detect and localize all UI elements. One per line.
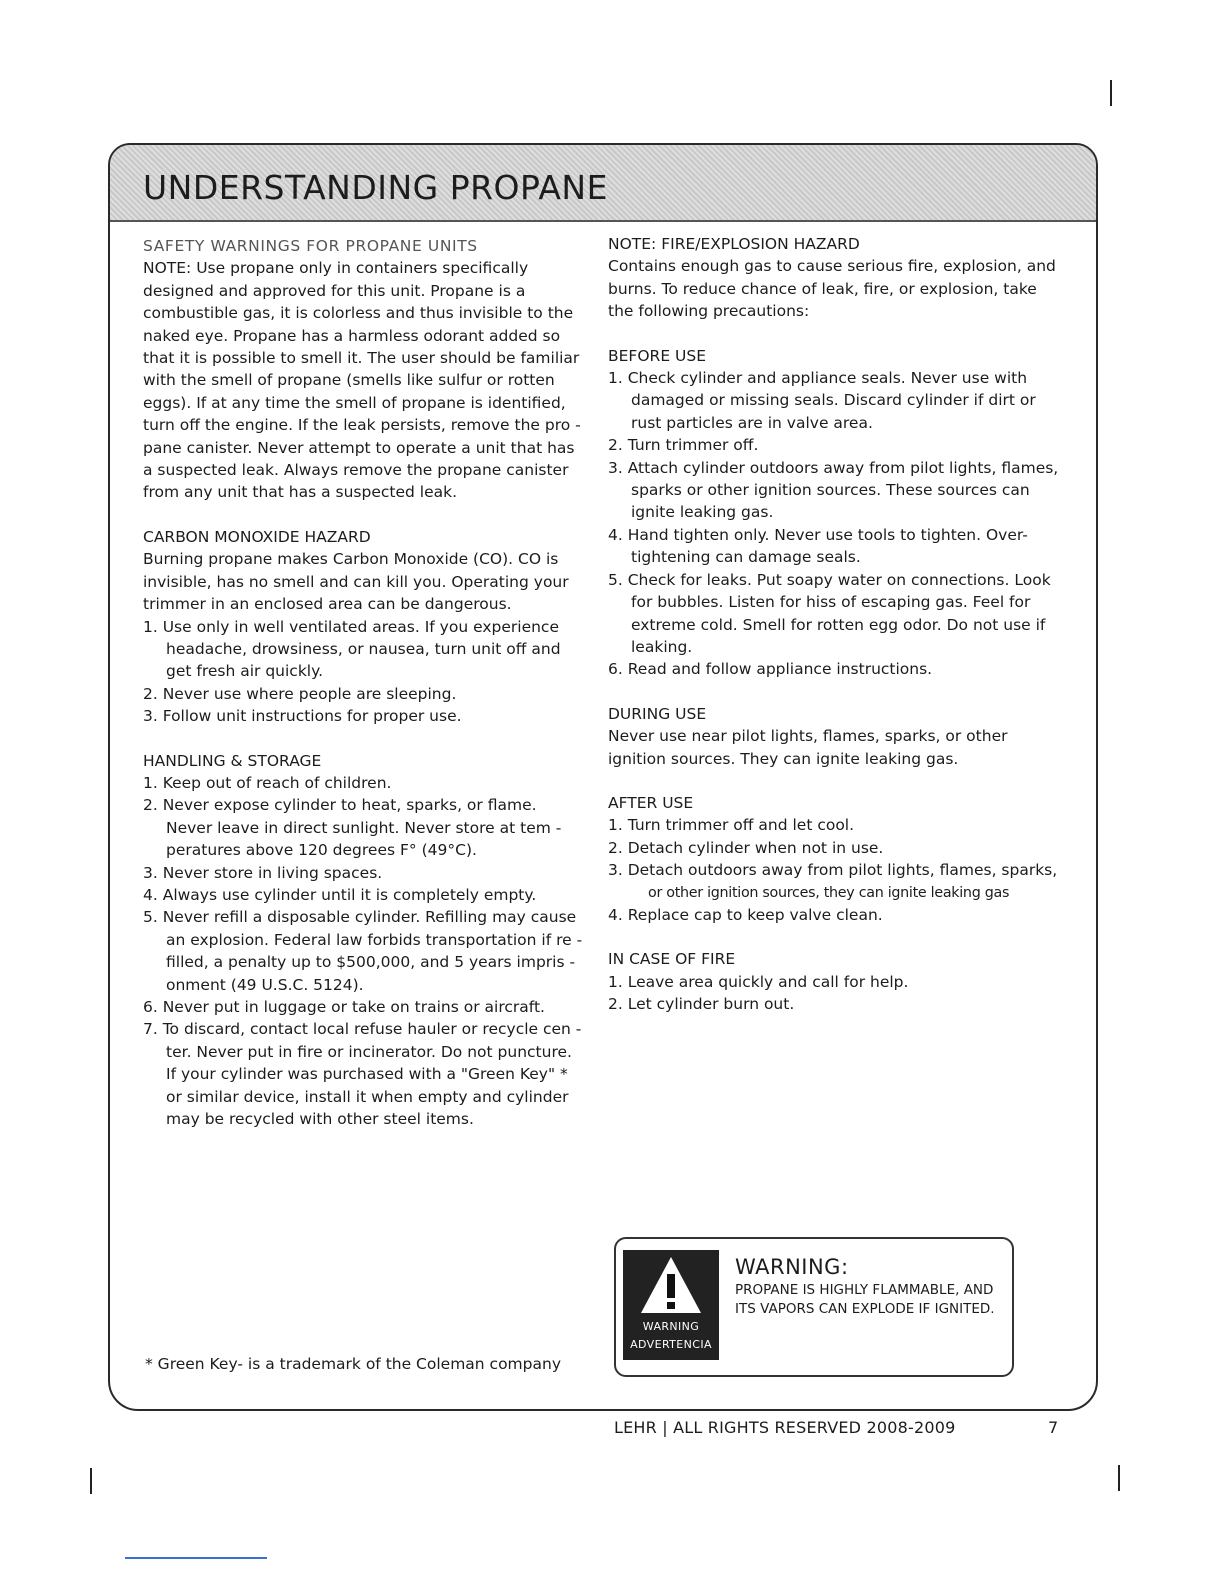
list-item: 5. Never refill a disposable cylinder. Refilling may cause an explosion. Federal law forbids transportation if re - filled, a penalty up to $500,000, and 5 years impris - onment (49 U.S.C. 5124).	[143, 908, 583, 994]
co-list	[143, 616, 583, 728]
warning-text: PROPANE IS HIGHLY FLAMMABLE, AND ITS VAPORS CAN EXPLODE IF IGNITED.	[735, 1282, 995, 1317]
page-number: 7	[1048, 1418, 1059, 1437]
list-item: 2. Turn trimmer off.	[608, 436, 759, 455]
list-item: 1. Use only in well ventilated areas. If you experience headache, drowsiness, or nausea, turn unit off and get fresh air quickly.	[143, 617, 561, 681]
during-use-title: DURING USE	[608, 704, 707, 723]
safety-title: SAFETY WARNINGS FOR PROPANE UNITS	[143, 237, 478, 255]
list-item: 2. Never use where people are sleeping.	[143, 684, 457, 703]
list-item: 3. Attach cylinder outdoors away from pilot lights, flames, sparks or other ignition sources. These sources can ignite leaking gas.	[608, 458, 1059, 522]
before-use-section	[608, 345, 1063, 681]
list-item: 1. Turn trimmer off and let cool.	[608, 816, 855, 835]
page-title: UNDERSTANDING PROPANE	[143, 168, 608, 207]
after-use-list	[608, 814, 1063, 926]
list-item: 3. Never store in living spaces.	[143, 863, 383, 882]
safety-section	[143, 235, 583, 504]
list-item: 4. Hand tighten only. Never use tools to tighten. Over- tightening can damage seals.	[608, 525, 1028, 567]
list-item: 1. Keep out of reach of children.	[143, 773, 392, 792]
co-section	[143, 526, 583, 728]
before-use-list	[608, 367, 1063, 681]
advertencia-icon-label: ADVERTENCIA	[630, 1338, 712, 1351]
after-use-title: AFTER USE	[608, 793, 694, 812]
safety-body: NOTE: Use propane only in containers specifically designed and approved for this unit. Propane is a combustible gas, it is colorless and thus invisible to the naked eye. Propane has a harmless odorant added so that it is possible to smell it. The user should be familiar with the smell of propane (smells like sulfur or rotten eggs). If at any time the smell of propane is identified, turn off the engine. If the leak persists, remove the pro - pane canister. Never attempt to operate a unit that has a suspected leak. Always remove the propane canister from any unit that has a suspected leak.	[143, 259, 581, 502]
fire-list	[608, 971, 1063, 1016]
fire-title: IN CASE OF FIRE	[608, 950, 736, 969]
list-item: 5. Check for leaks. Put soapy water on connections. Look for bubbles. Listen for hiss of escaping gas. Feel for extreme cold. Smell for rotten egg odor. Do not use if leaking.	[608, 570, 1051, 656]
after-use-section	[608, 792, 1063, 926]
list-item: 1. Check cylinder and appliance seals. Never use with damaged or missing seals. Discard cylinder if dirt or rust particles are in valve area.	[608, 369, 1036, 432]
list-item: 4. Replace cap to keep valve clean.	[608, 905, 883, 924]
note-title: NOTE: FIRE/EXPLOSION HAZARD	[608, 235, 860, 253]
warning-icon-label: WARNING	[642, 1320, 700, 1333]
link-underline	[125, 1557, 267, 1559]
list-item: 4. Always use cylinder until it is completely empty.	[143, 885, 537, 904]
left-column	[143, 235, 583, 1130]
footnote: * Green Key- is a trademark of the Coleman company	[145, 1355, 561, 1373]
footer-rights: LEHR | ALL RIGHTS RESERVED 2008-2009	[614, 1418, 956, 1437]
storage-title: HANDLING & STORAGE	[143, 751, 322, 770]
list-item: 3. Detach outdoors away from pilot lights, flames, sparks,	[608, 861, 1058, 880]
list-item: 2. Let cylinder burn out.	[608, 995, 795, 1014]
scan-mark	[1118, 1465, 1120, 1491]
right-column	[608, 233, 1063, 1016]
scan-mark	[1110, 80, 1112, 106]
before-use-title: BEFORE USE	[608, 346, 707, 365]
list-item: 3. Follow unit instructions for proper use.	[143, 707, 462, 726]
list-item: 1. Leave area quickly and call for help.	[608, 972, 909, 991]
list-item: 7. To discard, contact local refuse hauler or recycle cen - ter. Never put in fire or incinerator. Do not puncture. If your cylinder was purchased with a "Green Key" * or similar device, install it when empty and cylinder may be recycled with other steel items.	[143, 1020, 582, 1129]
during-use-section	[608, 703, 1063, 770]
storage-list	[143, 772, 583, 1131]
note-section	[608, 233, 1063, 323]
co-body: Burning propane makes Carbon Monoxide (CO). CO is invisible, has no smell and can kill you. Operating your trimmer in an enclosed area can be dangerous.	[143, 550, 569, 614]
during-use-body: Never use near pilot lights, flames, sparks, or other ignition sources. They can ignite leaking gas.	[608, 727, 1008, 768]
list-item: 6. Read and follow appliance instructions.	[608, 660, 933, 679]
list-item: 6. Never put in luggage or take on trains or aircraft.	[143, 998, 545, 1016]
fire-section	[608, 948, 1063, 1015]
list-item: 2. Detach cylinder when not in use.	[608, 838, 884, 857]
note-body: Contains enough gas to cause serious fire, explosion, and burns. To reduce chance of leak, fire, or explosion, take the following precautions:	[608, 257, 1056, 321]
storage-section	[143, 750, 583, 1131]
list-item-continuation: or other ignition sources, they can ignite leaking gas	[648, 884, 1010, 901]
list-item: 2. Never expose cylinder to heat, sparks, or flame. Never leave in direct sunlight. Never store at tem - peratures above 120 degrees F° (49°C).	[143, 796, 562, 860]
warning-title: WARNING:	[735, 1255, 849, 1279]
co-title: CARBON MONOXIDE HAZARD	[143, 527, 371, 546]
scan-mark	[90, 1468, 92, 1494]
warning-triangle-icon	[623, 1250, 719, 1360]
